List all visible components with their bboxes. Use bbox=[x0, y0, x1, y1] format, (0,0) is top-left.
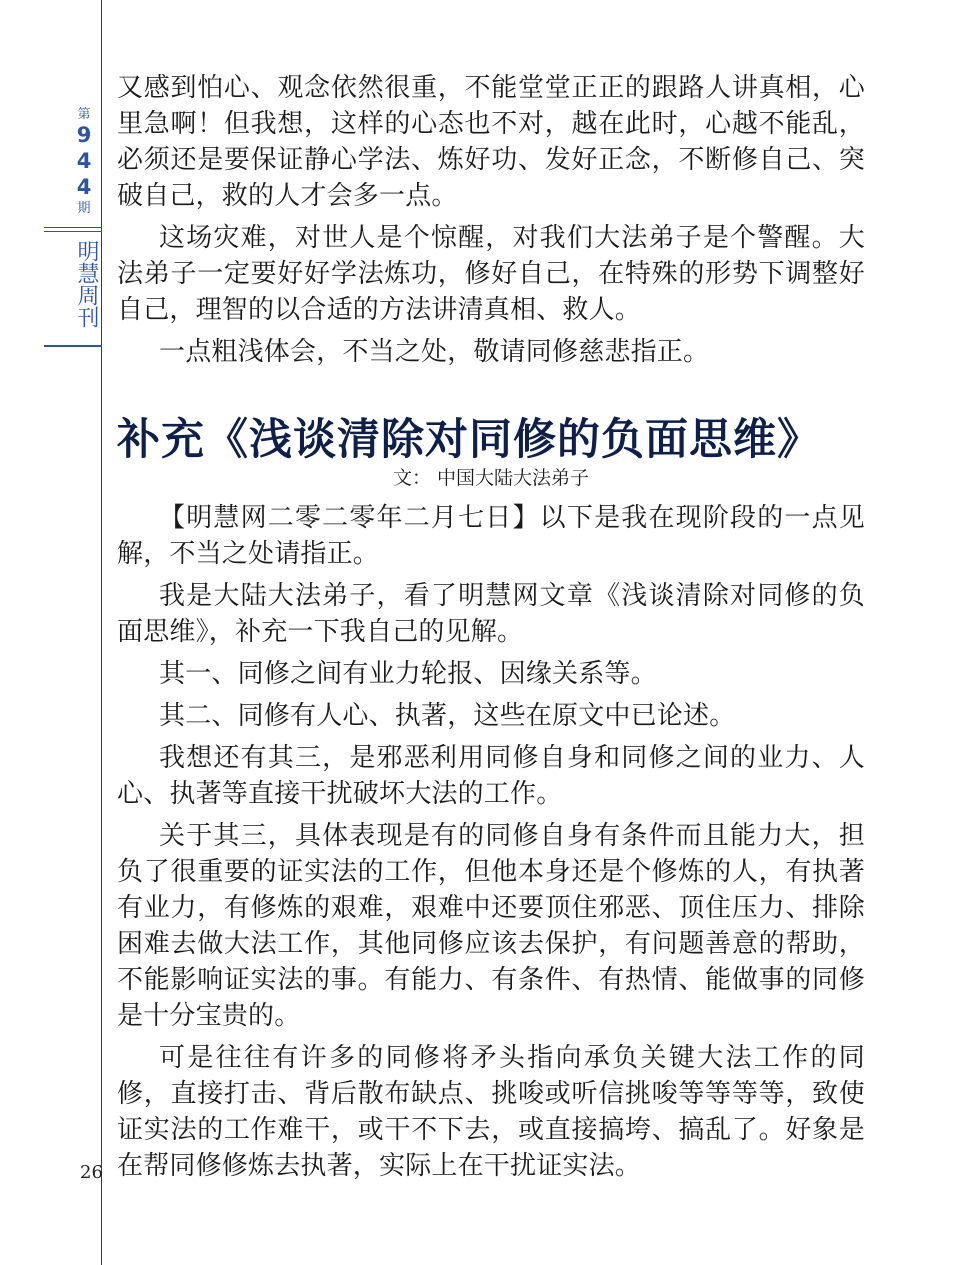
article-paragraph: 【明慧网二零二零年二月七日】以下是我在现阶段的一点见解，不当之处请指正。 bbox=[117, 503, 865, 569]
issue-prefix: 第 bbox=[77, 107, 91, 122]
article-paragraph: 我想还有其三，是邪恶利用同修自身和同修之间的业力、人心、执著等直接干扰破坏大法的工作。 bbox=[117, 743, 865, 809]
article-paragraph: 可是往往有许多的同修将矛头指向承负关键大法工作的同修，直接打击、背后散布缺点、挑唆或听信挑唆等等等等，致使证实法的工作难干，或干不下去，或直接搞垮、搞乱了。好象是在帮同修修炼去执著，实际上在干扰证实法。 bbox=[117, 1043, 865, 1181]
issue-suffix: 期 bbox=[77, 201, 91, 216]
issue-digit: 4 bbox=[76, 175, 92, 199]
article-byline: 文： 中国大陆大法弟子 bbox=[392, 467, 590, 489]
sidebar-divider-top bbox=[44, 227, 102, 232]
publication-name: 明慧周刊 bbox=[74, 240, 99, 328]
body-paragraph: 这场灾难，对世人是个惊醒，对我们大法弟子是个警醒。大法弟子一定要好好学法炼功，修好自己，在特殊的形势下调整好自己，理智的以合适的方法讲清真相、救人。 bbox=[117, 223, 865, 325]
page-number: 26 bbox=[80, 1162, 103, 1183]
body-paragraph: 又感到怕心、观念依然很重，不能堂堂正正的跟路人讲真相，心里急啊！但我想，这样的心态也不对，越在此时，心越不能乱，必须还是要保证静心学法、炼好功、发好正念，不断修自己、突破自己，救的人才会多一点。 bbox=[117, 73, 865, 211]
page-content bbox=[117, 70, 865, 1190]
article-paragraph: 其二、同修有人心、执著，这些在原文中已论述。 bbox=[159, 701, 736, 731]
body-paragraph: 一点粗浅体会，不当之处，敬请同修慈悲指正。 bbox=[159, 337, 710, 367]
article-paragraph: 我是大陆大法弟子，看了明慧网文章《浅谈清除对同修的负面思维》，补充一下我自己的见解。 bbox=[117, 581, 865, 647]
sidebar-divider-bottom bbox=[44, 345, 102, 347]
article-paragraph: 其一、同修之间有业力轮报、因缘关系等。 bbox=[159, 659, 657, 689]
article-title: 补充《浅谈清除对同修的负面思维》 bbox=[117, 415, 821, 465]
article-paragraph: 关于其三，具体表现是有的同修自身有条件而且能力大，担负了很重要的证实法的工作，但他本身还是个修炼的人，有执著有业力，有修炼的艰难，艰难中还要顶住邪恶、顶住压力、排除困难去做大法工作，其他同修应该去保护，有问题善意的帮助，不能影响证实法的事。有能力、有条件、有热情、能做事的同修是十分宝贵的。 bbox=[117, 821, 865, 1031]
issue-number bbox=[74, 108, 94, 215]
issue-digit: 9 bbox=[76, 123, 92, 147]
issue-digit: 4 bbox=[76, 149, 92, 173]
